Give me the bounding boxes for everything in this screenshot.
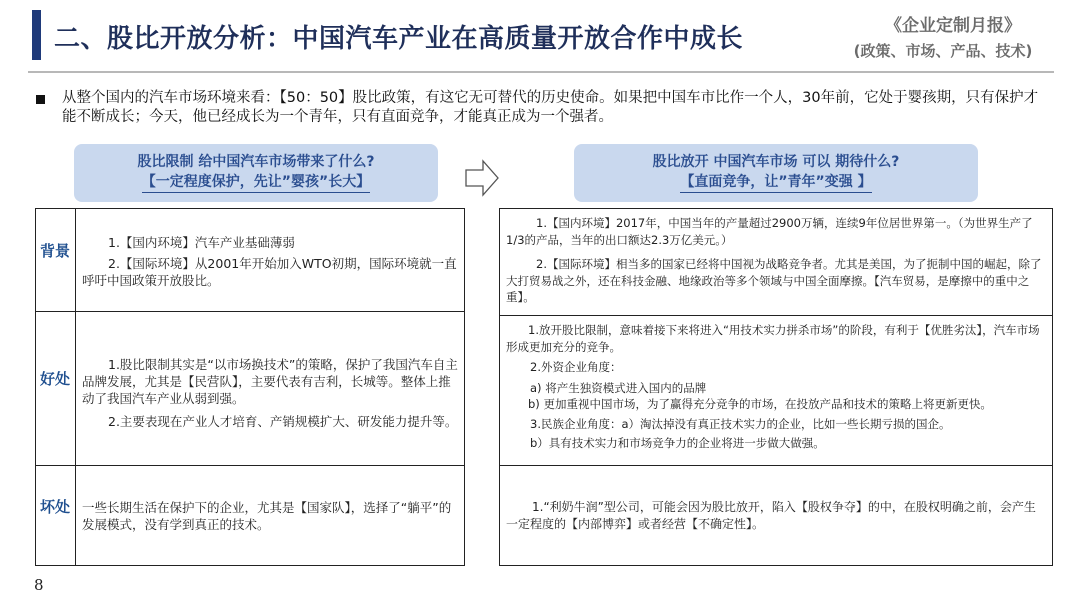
right-good-item-5: 3.民族企业角度：a）淘汰掉没有真正技术实力的企业，比如一些长期亏损的国企。 <box>530 416 951 431</box>
intro-paragraph: 从整个国内的汽车市场环境来看：【50：50】股比政策，有这它无可替代的历史使命。如果把中国车市比作一个人，30年前，它处于婴孩期，只有保护才能不断成长；今天，他已经成长为一个青年，只有直面竞争，才能真正成为一个强者。 <box>62 90 1039 125</box>
row-label-background: 背景 <box>39 242 70 260</box>
right-table-row-divider <box>499 315 1053 316</box>
right-good-item-2: 2.外资企业角度： <box>530 360 622 374</box>
report-name: 《企业定制月报》 <box>885 16 1021 36</box>
left-heading-box <box>74 144 438 202</box>
right-bad-item-1: 1.“利奶牛润”型公司，可能会因为股比放开，陷入【股权争夺】的中，在股权明确之前，会产生一定程度的【内部博弈】或者经营【不确定性】。 <box>506 500 1036 531</box>
title-accent-bar <box>32 10 41 60</box>
header-divider <box>28 71 1054 73</box>
right-heading-box <box>574 144 978 202</box>
left-table-row-divider <box>35 465 465 466</box>
right-bad-cell <box>506 499 1046 533</box>
right-heading-line1: 股比放开 中国汽车市场 可以 期待什么? <box>652 154 900 170</box>
right-table-row-divider <box>499 465 1053 466</box>
left-heading-line1: 股比限制 给中国汽车市场带来了什么? <box>137 154 375 170</box>
left-background-item-1: 1.【国内环境】汽车产业基础薄弱 <box>108 235 295 250</box>
left-good-item-1: 1.股比限制其实是“以市场换技术”的策略，保护了我国汽车自主品牌发展，尤其是【民营队】，主要代表有吉利，长城等。整体上推动了我国汽车产业从弱到强。 <box>82 357 458 406</box>
left-heading-line2: 【一定程度保护，先让”婴孩”长大】 <box>142 172 370 193</box>
right-background-item-2: 2.【国际环境】相当多的国家已经将中国视为战略竞争者。尤其是美国，为了扼制中国的崛起，除了大打贸易战之外，还在科技金融、地缘政治等多个领域与中国全面摩擦。【汽车贸易，是摩擦中的重中之重】。 <box>506 257 1042 304</box>
bullet-square-icon <box>36 95 45 104</box>
right-good-cell <box>506 322 1046 452</box>
page-title: 二、股比开放分析：中国汽车产业在高质量开放合作中成长 <box>54 24 744 54</box>
left-table-column-divider <box>75 208 76 566</box>
row-label-good: 好处 <box>39 370 70 388</box>
right-heading-line2: 【直面竞争，让”青年”变强 】 <box>680 172 871 193</box>
right-good-item-3: a) 将产生独资模式进入国内的品牌 <box>530 380 707 395</box>
right-good-item-1: 1.放开股比限制，意味着接下来将进入“用技术实力拼杀市场”的阶段，有利于【优胜劣汰】，汽车市场形成更加充分的竞争。 <box>506 323 1040 354</box>
left-background-item-2: 2.【国际环境】从2001年开始加入WTO初期，国际环境就一直呼吁中国政策开放股比。 <box>82 256 457 288</box>
left-table-row-divider <box>35 311 465 312</box>
right-background-item-1: 1.【国内环境】2017年，中国当年的产量超过2900万辆，连续9年位居世界第一。（为世界生产了1/3的产品，当年的出口额达2.3万亿美元。） <box>506 216 1033 247</box>
left-background-cell <box>82 234 458 289</box>
right-good-item-6: b）具有技术实力和市场竞争力的企业将进一步做大做强。 <box>530 436 825 450</box>
row-label-bad: 坏处 <box>39 498 70 516</box>
right-arrow-icon <box>464 158 500 202</box>
left-good-cell <box>82 356 458 430</box>
left-bad-item-1: 一些长期生活在保护下的企业，尤其是【国家队】，选择了“躺平”的发展模式，没有学到真正的技术。 <box>82 500 452 532</box>
right-good-item-4: b) 更加重视中国市场，为了赢得充分竞争的市场，在投放产品和技术的策略上将更新更快。 <box>528 397 992 411</box>
right-background-cell <box>506 215 1046 306</box>
left-bad-cell <box>82 499 458 533</box>
page-number: 8 <box>34 576 44 594</box>
report-scope: (政策、市场、产品、技术) <box>853 42 1033 60</box>
left-good-item-2: 2.主要表现在产业人才培育、产销规模扩大、研发能力提升等。 <box>108 414 458 429</box>
